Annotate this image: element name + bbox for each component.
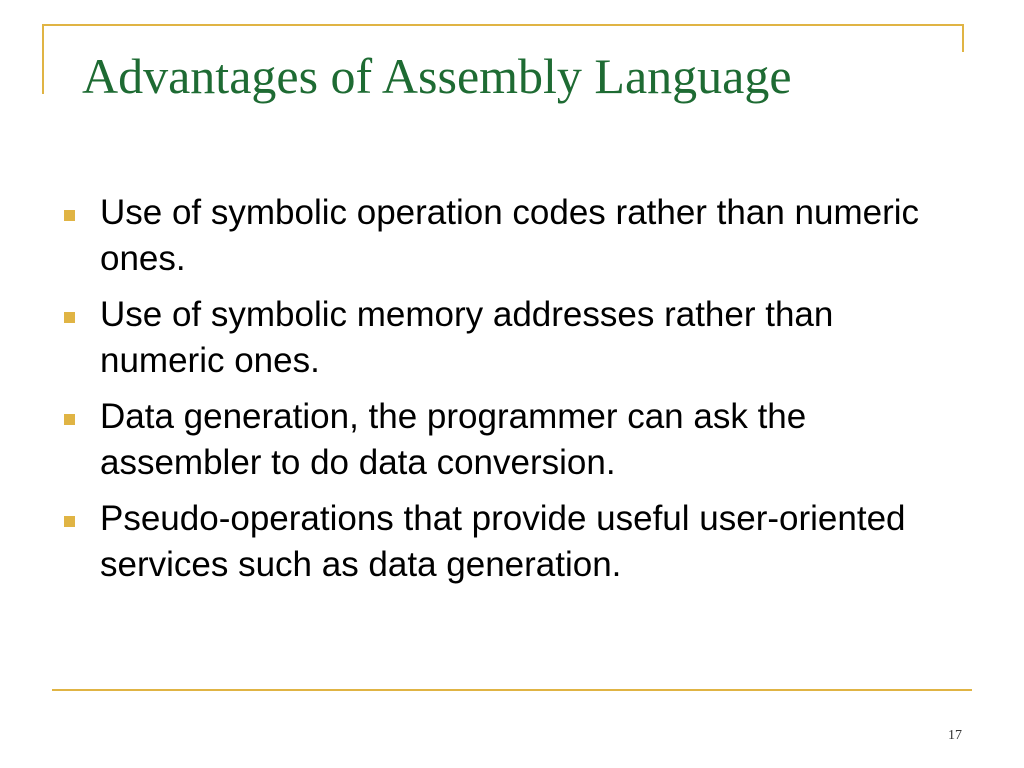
bullet-item	[64, 394, 964, 486]
square-bullet-icon	[64, 414, 75, 425]
bullet-list	[64, 190, 964, 598]
bullet-item	[64, 292, 964, 384]
bullet-text: Data generation, the programmer can ask the assembler to do data conversion.	[100, 397, 807, 482]
bullet-text: Use of symbolic memory addresses rather than numeric ones.	[100, 295, 834, 380]
slide-title: Advantages of Assembly Language	[82, 48, 792, 104]
square-bullet-icon	[64, 312, 75, 323]
page-number: 17	[948, 728, 962, 743]
frame-top-rule	[42, 24, 964, 26]
frame-right-rule	[962, 24, 964, 52]
bullet-text: Pseudo-operations that provide useful user-oriented services such as data generation.	[100, 499, 906, 584]
square-bullet-icon	[64, 516, 75, 527]
frame-left-rule	[42, 24, 44, 94]
square-bullet-icon	[64, 210, 75, 221]
footer-rule	[52, 689, 972, 691]
bullet-item	[64, 190, 964, 282]
bullet-text: Use of symbolic operation codes rather than numeric ones.	[100, 193, 920, 278]
bullet-item	[64, 496, 964, 588]
